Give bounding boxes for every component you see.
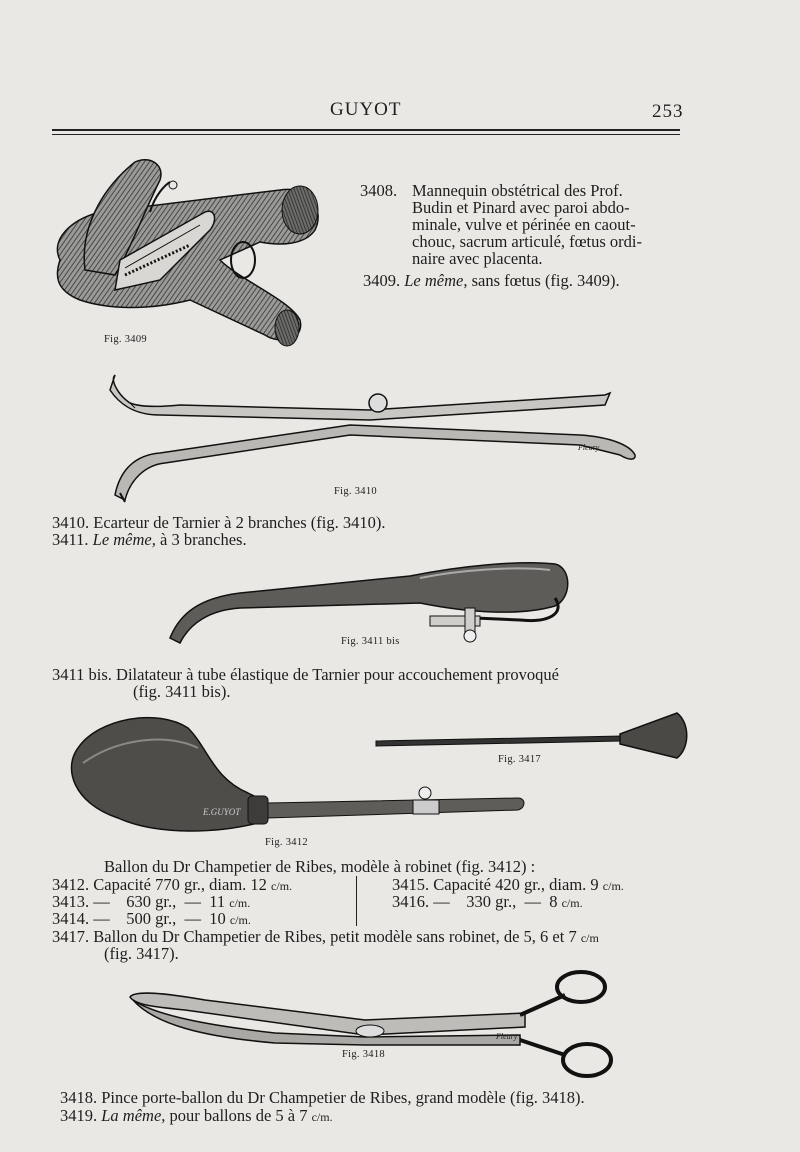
unit: c/m. [602, 879, 624, 893]
entry-line: minale, vulve et périnée en caout- [412, 215, 636, 234]
entry-number: 3419. [60, 1106, 98, 1125]
entry-3410 [52, 514, 385, 531]
ballon-heading: Ballon du Dr Champetier de Ribes, modèle à robinet (fig. 3412) : [104, 857, 536, 876]
table-row [392, 893, 583, 912]
table-divider [356, 876, 357, 926]
running-head: GUYOT [330, 99, 402, 120]
entry-italic: La même, [101, 1106, 166, 1125]
entry-text: sans fœtus (fig. 3409). [471, 271, 620, 290]
unit: c/m [580, 931, 599, 945]
entry-3419 [60, 1107, 333, 1126]
entry-number: 3414. [52, 909, 90, 928]
entry-3408-text [412, 182, 684, 267]
figure-caption: Fig. 3412 [265, 837, 308, 848]
entry-number: 3417. [52, 927, 90, 946]
entry-line: chouc, sacrum articulé, fœtus ordi- [412, 232, 643, 251]
entry-text: — 330 gr., — 8 [433, 892, 558, 911]
entry-number: 3412. [52, 875, 90, 894]
unit: c/m. [271, 879, 293, 893]
entry-text: Capacité 770 gr., diam. 12 [93, 875, 267, 894]
entry-line: naire avec placenta. [412, 249, 543, 268]
entry-number: 3418. [60, 1088, 98, 1107]
entry-line: Mannequin obstétrical des Prof. [412, 181, 623, 200]
entry-3409 [363, 272, 620, 289]
entry-number: 3411. [52, 530, 89, 549]
engraver-signature: Fleury [496, 1032, 518, 1041]
entry-text: — 630 gr., — 11 [93, 892, 226, 911]
engraver-signature: Fleury [578, 443, 600, 452]
entry-number: 3413. [52, 892, 90, 911]
header-rule-thin [52, 134, 680, 135]
entry-number: 3410. [52, 513, 90, 532]
entry-text: Ecarteur de Tarnier à 2 branches (fig. 3410). [93, 513, 386, 532]
figure-caption: Fig. 3417 [498, 754, 541, 765]
figure-3418-forceps [125, 965, 620, 1085]
entry-number: 3415. [392, 875, 430, 894]
figure-3409-mannequin [40, 150, 320, 350]
unit: c/m. [229, 896, 251, 910]
entry-number: 3411 bis. [52, 665, 112, 684]
figure-caption: Fig. 3418 [342, 1049, 385, 1060]
unit: c/m. [561, 896, 583, 910]
entry-3417-line2: (fig. 3417). [104, 944, 179, 963]
header-rule [52, 129, 680, 131]
unit: c/m. [229, 913, 251, 927]
entry-3411 [52, 531, 247, 548]
figure-caption: Fig. 3409 [104, 334, 147, 345]
entry-text: — 500 gr., — 10 [93, 909, 226, 928]
entry-italic: Le même, [92, 530, 156, 549]
figure-caption: Fig. 3411 bis [341, 636, 400, 647]
entry-text: à 3 branches. [160, 530, 247, 549]
brand-stamp: E.GUYOT [203, 807, 241, 817]
entry-number: 3416. [392, 892, 430, 911]
entry-number: 3408. [360, 181, 398, 200]
entry-3411bis [52, 666, 692, 683]
entry-text: Dilatateur à tube élastique de Tarnier pour accouchement provoqué [116, 665, 559, 684]
figure-caption: Fig. 3410 [334, 486, 377, 497]
entry-text: Ballon du Dr Champetier de Ribes, petit modèle sans robinet, de 5, 6 et 7 [93, 927, 577, 946]
entry-text: Pince porte-ballon du Dr Champetier de Ribes, grand modèle (fig. 3418). [101, 1088, 585, 1107]
entry-3418 [60, 1089, 585, 1106]
entry-italic: Le même, [404, 271, 468, 290]
entry-number: 3409. [363, 271, 401, 290]
entry-text: pour ballons de 5 à 7 [169, 1106, 308, 1125]
page-number: 253 [652, 101, 684, 122]
unit: c/m. [311, 1110, 333, 1124]
figure-3410-retractor [100, 365, 640, 505]
entry-line: Budin et Pinard avec paroi abdo- [412, 198, 630, 217]
entry-3411bis-line2: (fig. 3411 bis). [133, 682, 231, 701]
entry-text: Capacité 420 gr., diam. 9 [433, 875, 599, 894]
